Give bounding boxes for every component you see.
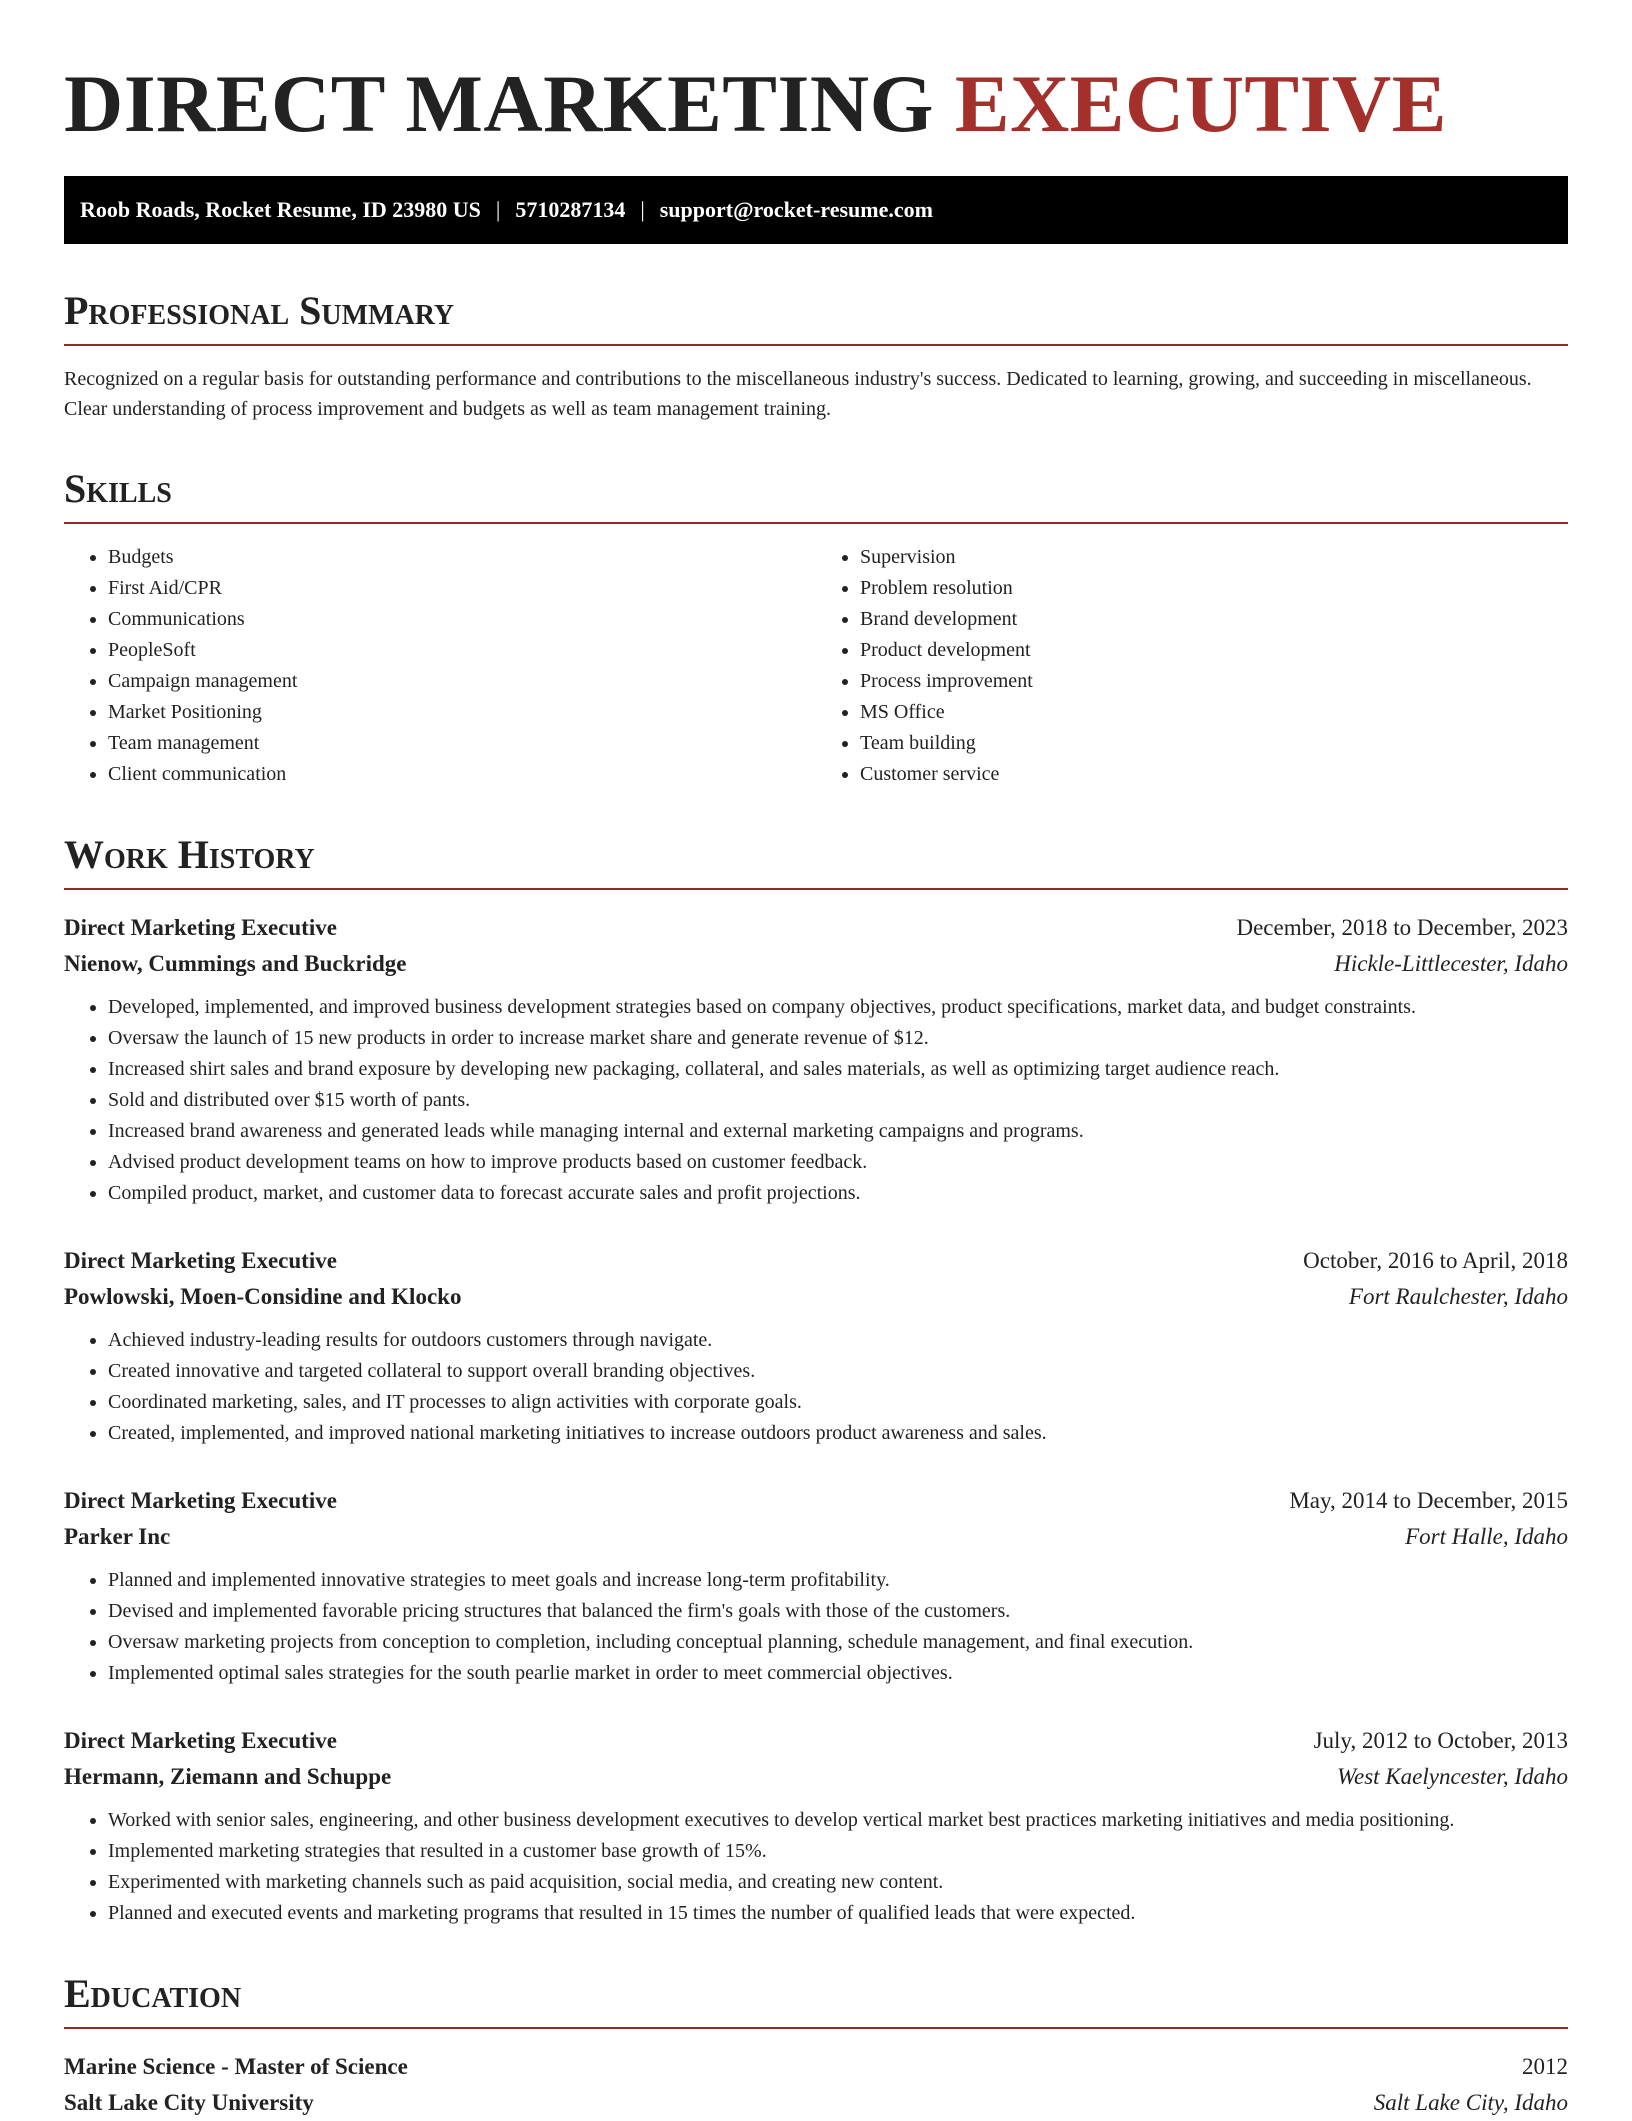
- job-location: Fort Raulchester, Idaho: [1348, 1284, 1568, 1309]
- job-location: West Kaelyncester, Idaho: [1336, 1764, 1568, 1789]
- job-bullets: [64, 1325, 1568, 1449]
- job-bullets: [64, 1805, 1568, 1929]
- job-bullet: • Worked with senior sales, engineering, and other business development executives to develop vertical market best practices marketing initiatives and media positioning.: [108, 1805, 1568, 1836]
- job-bullet: • Oversaw the launch of 15 new products in order to increase market share and generate revenue of $12.: [108, 1023, 1568, 1054]
- job-entry: [64, 910, 1568, 1209]
- job-bullet: • Planned and implemented innovative strategies to meet goals and increase long-term profitability.: [108, 1565, 1568, 1596]
- job-dates: December, 2018 to December, 2023: [1236, 915, 1568, 940]
- skill-item: • Budgets: [108, 542, 816, 573]
- skill-item: • Customer service: [860, 759, 1568, 790]
- skill-item: • Market Positioning: [108, 697, 816, 728]
- job-company-row: [64, 946, 1568, 982]
- job-entry: [64, 1243, 1568, 1449]
- job-company-row: [64, 1279, 1568, 1315]
- job-company: Powlowski, Moen-Considine and Klocko: [64, 1284, 462, 1309]
- job-bullet: • Implemented marketing strategies that resulted in a customer base growth of 15%.: [108, 1836, 1568, 1867]
- job-title: Direct Marketing Executive: [64, 1728, 337, 1753]
- job-bullet: • Planned and executed events and marketing programs that resulted in 15 times the number of qualified leads that were expected.: [108, 1898, 1568, 1929]
- contact-separator: |: [640, 197, 645, 222]
- job-company-row: [64, 1519, 1568, 1555]
- job-bullet: • Increased shirt sales and brand exposure by developing new packaging, collateral, and sales materials, as well as optimizing target audience reach.: [108, 1054, 1568, 1085]
- contact-address: Roob Roads, Rocket Resume, ID 23980 US: [80, 197, 481, 222]
- education-school-row: [64, 2085, 1568, 2121]
- job-entry: [64, 1483, 1568, 1689]
- education-degree: Marine Science - Master of Science: [64, 2054, 408, 2079]
- job-title-row: [64, 1243, 1568, 1279]
- job-bullet: • Experimented with marketing channels such as paid acquisition, social media, and creating new content.: [108, 1867, 1568, 1898]
- skill-item: • Process improvement: [860, 666, 1568, 697]
- job-company: Parker Inc: [64, 1524, 171, 1549]
- skills-list: [64, 542, 1568, 790]
- skills-column-left: [64, 542, 816, 790]
- skill-item: • MS Office: [860, 697, 1568, 728]
- job-title: Direct Marketing Executive: [64, 1248, 337, 1273]
- skill-item: • Communications: [108, 604, 816, 635]
- job-bullet: • Created innovative and targeted collateral to support overall branding objectives.: [108, 1356, 1568, 1387]
- skills-heading: Skills: [64, 468, 1568, 524]
- job-bullet: • Achieved industry-leading results for outdoors customers through navigate.: [108, 1325, 1568, 1356]
- job-bullet: • Advised product development teams on how to improve products based on customer feedback.: [108, 1147, 1568, 1178]
- job-title: Direct Marketing Executive: [64, 915, 337, 940]
- skill-item: • Brand development: [860, 604, 1568, 635]
- education-year: 2012: [1522, 2054, 1568, 2079]
- contact-bar: [64, 176, 1568, 244]
- education-degree-row: [64, 2049, 1568, 2085]
- job-bullet: • Oversaw marketing projects from conception to completion, including conceptual planning, schedule management, and final execution.: [108, 1627, 1568, 1658]
- job-location: Hickle-Littlecester, Idaho: [1334, 951, 1568, 976]
- job-company: Hermann, Ziemann and Schuppe: [64, 1764, 392, 1789]
- job-bullet: • Increased brand awareness and generated leads while managing internal and external marketing campaigns and programs.: [108, 1116, 1568, 1147]
- job-dates: May, 2014 to December, 2015: [1289, 1488, 1568, 1513]
- work-history-heading: Work History: [64, 834, 1568, 890]
- skill-item: • Team building: [860, 728, 1568, 759]
- job-bullets: [64, 992, 1568, 1209]
- title-main: DIRECT MARKETING: [64, 58, 934, 149]
- skill-item: • Campaign management: [108, 666, 816, 697]
- contact-phone: 5710287134: [515, 197, 626, 222]
- job-bullet: • Created, implemented, and improved national marketing initiatives to increase outdoors product awareness and sales.: [108, 1418, 1568, 1449]
- skill-item: • Problem resolution: [860, 573, 1568, 604]
- job-dates: July, 2012 to October, 2013: [1313, 1728, 1568, 1753]
- resume-title: [64, 0, 1568, 176]
- summary-heading: Professional Summary: [64, 290, 1568, 346]
- job-bullet: • Sold and distributed over $15 worth of pants.: [108, 1085, 1568, 1116]
- job-location: Fort Halle, Idaho: [1405, 1524, 1568, 1549]
- skill-item: • Team management: [108, 728, 816, 759]
- title-accent: EXECUTIVE: [954, 58, 1447, 149]
- job-bullet: • Implemented optimal sales strategies for the south pearlie market in order to meet commercial objectives.: [108, 1658, 1568, 1689]
- job-bullet: • Coordinated marketing, sales, and IT processes to align activities with corporate goals.: [108, 1387, 1568, 1418]
- skills-column-right: [816, 542, 1568, 790]
- skill-item: • First Aid/CPR: [108, 573, 816, 604]
- education-heading: Education: [64, 1973, 1568, 2029]
- job-title-row: [64, 910, 1568, 946]
- skill-item: • Product development: [860, 635, 1568, 666]
- skill-item: • Client communication: [108, 759, 816, 790]
- job-bullet: • Compiled product, market, and customer data to forecast accurate sales and profit projections.: [108, 1178, 1568, 1209]
- job-title: Direct Marketing Executive: [64, 1488, 337, 1513]
- contact-separator: |: [495, 197, 501, 222]
- summary-text: Recognized on a regular basis for outstanding performance and contributions to the miscellaneous industry's success. Dedicated to learning, growing, and succeeding in miscellaneous. Clear understanding of process improvement and budgets as well as team management training.: [64, 368, 1532, 420]
- education-location: Salt Lake City, Idaho: [1373, 2090, 1568, 2115]
- job-entry: [64, 1723, 1568, 1929]
- education-entry: [64, 2049, 1568, 2121]
- job-title-row: [64, 1723, 1568, 1759]
- job-bullet: • Devised and implemented favorable pricing structures that balanced the firm's goals with those of the customers.: [108, 1596, 1568, 1627]
- job-company-row: [64, 1759, 1568, 1795]
- skill-item: • PeopleSoft: [108, 635, 816, 666]
- contact-email: support@rocket-resume.com: [659, 197, 933, 222]
- job-bullets: [64, 1565, 1568, 1689]
- education-school: Salt Lake City University: [64, 2090, 314, 2115]
- job-bullet: • Developed, implemented, and improved business development strategies based on company objectives, product specifications, market data, and budget constraints.: [108, 992, 1568, 1023]
- job-company: Nienow, Cummings and Buckridge: [64, 951, 407, 976]
- skill-item: • Supervision: [860, 542, 1568, 573]
- job-dates: October, 2016 to April, 2018: [1303, 1248, 1568, 1273]
- job-title-row: [64, 1483, 1568, 1519]
